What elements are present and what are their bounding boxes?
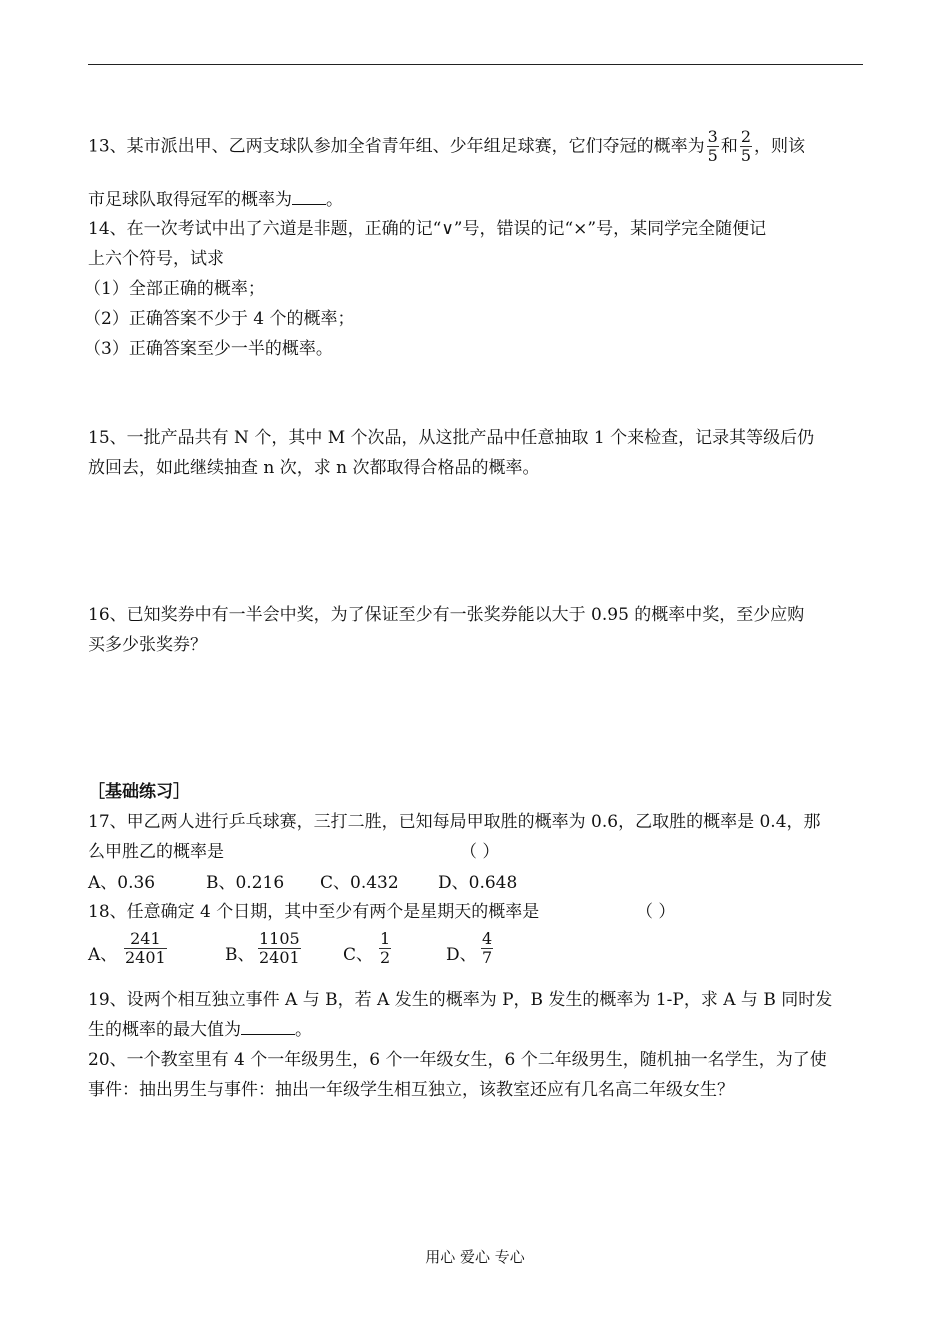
option-d-fraction bbox=[481, 930, 493, 968]
q19-text: 生的概率的最大值为 bbox=[88, 1020, 241, 1040]
fraction-numerator: 1105 bbox=[259, 929, 300, 948]
q13-text: 13、某市派出甲、乙两支球队参加全省青年组、少年组足球赛，它们夺冠的概率为 bbox=[88, 136, 705, 157]
q18-line1 bbox=[88, 897, 676, 922]
fraction-denominator: 7 bbox=[482, 948, 493, 968]
fraction-numerator: 3 bbox=[707, 127, 718, 146]
fraction-numerator: 4 bbox=[482, 929, 493, 948]
q18-options bbox=[88, 930, 588, 978]
q20-line1: 20、一个教室里有 4 个一年级男生，6 个一年级女生，6 个二年级男生，随机抽一名学生，为了使 bbox=[88, 1050, 827, 1070]
q14-sub3: （3）正确答案至少一半的概率。 bbox=[84, 339, 333, 359]
q13-and: 和 bbox=[720, 136, 738, 157]
option-d-label: D、 bbox=[446, 945, 477, 965]
fraction-numerator: 241 bbox=[130, 929, 161, 948]
option-b-label: B、 bbox=[225, 945, 255, 965]
q19-text-end: 。 bbox=[295, 1020, 312, 1040]
fraction-numerator: 1 bbox=[380, 929, 391, 948]
page-footer: 用心 爱心 专心 bbox=[425, 1248, 525, 1266]
option-a-label: A、 bbox=[88, 945, 118, 965]
fraction-denominator: 2 bbox=[380, 948, 391, 968]
q13-line2 bbox=[88, 185, 343, 210]
option-b-fraction bbox=[258, 930, 301, 968]
q13-line1 bbox=[88, 128, 805, 166]
fraction-denominator: 2401 bbox=[125, 948, 166, 968]
q18-text: 18、任意确定 4 个日期，其中至少有两个是星期天的概率是 bbox=[88, 902, 540, 922]
q17-text: 么甲胜乙的概率是 bbox=[88, 842, 224, 862]
q13-text: 市足球队取得冠军的概率为 bbox=[88, 190, 292, 210]
option-c-fraction bbox=[379, 930, 391, 968]
q16-line1: 16、已知奖券中有一半会中奖，为了保证至少有一张奖券能以大于 0.95 的概率中奖，至少应购 bbox=[88, 605, 805, 625]
option-a-fraction bbox=[124, 930, 167, 968]
answer-paren: （ ） bbox=[636, 902, 676, 922]
q15-line2: 放回去，如此继续抽查 n 次，求 n 次都取得合格品的概率。 bbox=[88, 458, 540, 478]
answer-blank bbox=[292, 190, 326, 205]
option-d: D、0.648 bbox=[438, 873, 518, 893]
answer-paren: （ ） bbox=[460, 842, 500, 862]
q14-sub2: （2）正确答案不少于 4 个的概率； bbox=[84, 309, 355, 329]
q17-line2 bbox=[88, 837, 500, 862]
option-b: B、0.216 bbox=[206, 873, 285, 893]
fraction-denominator: 5 bbox=[740, 146, 752, 166]
section-heading: ［基础练习］ bbox=[88, 782, 190, 802]
q16-line2: 买多少张奖券？ bbox=[88, 635, 207, 655]
fraction-numerator: 2 bbox=[740, 127, 752, 146]
fraction-denominator: 5 bbox=[707, 146, 718, 166]
q19-line1: 19、设两个相互独立事件 A 与 B，若 A 发生的概率为 P，B 发生的概率为 1-P，求 A 与 B 同时发 bbox=[88, 990, 833, 1010]
q14-sub1: （1）全部正确的概率； bbox=[84, 279, 265, 299]
q14-line1: 14、在一次考试中出了六道是非题，正确的记“∨”号，错误的记“×”号，某同学完全随便记 bbox=[88, 219, 767, 239]
answer-blank bbox=[241, 1020, 295, 1035]
q20-line2: 事件：抽出男生与事件：抽出一年级学生相互独立，该教室还应有几名高二年级女生？ bbox=[88, 1080, 734, 1100]
fraction-denominator: 2401 bbox=[259, 948, 300, 968]
header-rule bbox=[88, 64, 863, 65]
q13-text-end: 。 bbox=[326, 190, 343, 210]
fraction-3-5 bbox=[707, 128, 719, 166]
fraction-2-5 bbox=[740, 128, 752, 166]
q15-line1: 15、一批产品共有 N 个，其中 M 个次品，从这批产品中任意抽取 1 个来检查，记录其等级后仍 bbox=[88, 428, 815, 448]
option-c: C、0.432 bbox=[320, 873, 399, 893]
q14-line2: 上六个符号，试求 bbox=[88, 249, 224, 269]
option-c-label: C、 bbox=[343, 945, 374, 965]
q13-text-end: ，则该 bbox=[754, 136, 806, 157]
q17-line1: 17、甲乙两人进行乒乓球赛，三打二胜，已知每局甲取胜的概率为 0.6，乙取胜的概率是 0.4，那 bbox=[88, 812, 821, 832]
option-a: A、0.36 bbox=[88, 873, 156, 893]
q19-line2 bbox=[88, 1015, 312, 1040]
